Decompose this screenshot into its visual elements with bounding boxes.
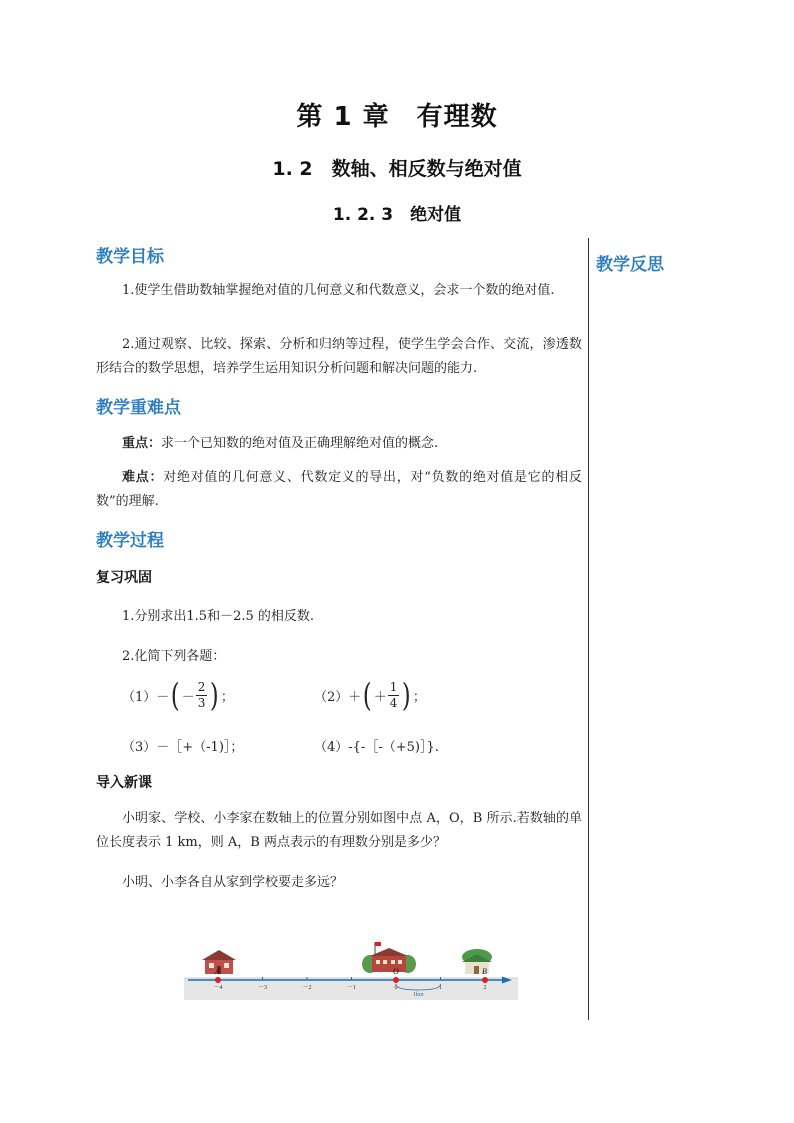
expression-1 (122, 676, 234, 714)
key-label: 重点： (122, 436, 162, 451)
column-divider (588, 238, 589, 1020)
hard-point (96, 466, 582, 514)
tick-label: 2 (483, 985, 487, 991)
hard-text: 对绝对值的几何意义、代数定义的导出，对“负数的绝对值是它的相反数”的理解. (96, 470, 582, 509)
difficulty-heading: 教学重难点 (96, 398, 181, 418)
right-paren: ) (210, 676, 220, 714)
goal-item-2: 2.通过观察、比较、探索、分析和归纳等过程，使学生学会合作、交流，渗透数形结合的数学思想，培养学生运用知识分析问题和解决问题的能力. (96, 337, 582, 376)
point-b-label: B (482, 967, 487, 976)
tick-label: －2 (302, 985, 312, 991)
expr1-label: （1） (122, 689, 157, 705)
tick-label: 1 (439, 985, 442, 991)
tick-label: －3 (257, 985, 268, 991)
process-heading: 教学过程 (96, 531, 164, 551)
goal-item-1: 1.使学生借助数轴掌握绝对值的几何意义和代数意义，会求一个数的绝对值. (122, 283, 555, 298)
expr1-end: ； (220, 689, 234, 705)
point-a-dot (215, 977, 221, 983)
point-o-label: O (393, 967, 399, 976)
denominator: 4 (389, 695, 398, 710)
house-b-icon (462, 949, 492, 974)
intro-heading: 导入新课 (96, 775, 152, 791)
expr1-sign: － (156, 689, 170, 705)
expr2-label: （2） (314, 689, 349, 705)
review-question-1: 1.分别求出1.5和－2.5 的相反数. (122, 609, 315, 624)
numerator: 2 (197, 679, 206, 694)
expression-3: （3）－［+（-1)］； (122, 740, 244, 755)
tick-label: －1 (346, 985, 357, 991)
goals-heading: 教学目标 (96, 247, 164, 267)
unit-label: 1km (412, 992, 424, 998)
school-icon (362, 942, 416, 973)
subsection-title: 1. 2. 3 绝对值 (332, 205, 462, 225)
left-paren: ( (363, 676, 372, 714)
numerator: 1 (389, 679, 398, 694)
expr2-inner-sign: ＋ (373, 689, 387, 705)
number-line-figure (184, 938, 518, 1008)
point-o-dot (393, 977, 399, 983)
intro-paragraph-1: 小明家、学校、小李家在数轴上的位置分别如图中点 A，O，B 所示.若数轴的单位长度表示 1 km，则 A，B 两点表示的有理数分别是多少？ (96, 811, 582, 850)
review-question-2: 2.化简下列各题： (122, 649, 226, 664)
expr2-sign: ＋ (348, 689, 362, 705)
key-point (96, 432, 582, 456)
fraction (388, 680, 400, 711)
chapter-title: 第 1 章 有理数 (296, 102, 498, 132)
review-heading: 复习巩固 (96, 570, 152, 586)
expr1-inner-sign: － (181, 689, 195, 705)
hard-label: 难点： (122, 470, 164, 485)
intro-paragraph-2: 小明、小李各自从家到学校要走多远？ (122, 875, 344, 890)
right-paren: ) (402, 676, 412, 714)
denominator: 3 (197, 695, 206, 710)
expression-2 (314, 676, 426, 714)
fraction (196, 680, 208, 711)
reflection-title: 教学反思 (596, 255, 664, 275)
expression-4: （4）-{-［-（+5)］}. (314, 740, 439, 755)
point-b-dot (482, 977, 488, 983)
expr2-end: ； (412, 689, 426, 705)
left-paren: ( (171, 676, 180, 714)
tick-label: －4 (213, 985, 223, 991)
key-text: 求一个已知数的绝对值及正确理解绝对值的概念. (161, 436, 439, 451)
point-a-label: A (215, 967, 220, 976)
section-title: 1. 2 数轴、相反数与绝对值 (272, 158, 522, 180)
tick-label: 0 (394, 985, 398, 991)
